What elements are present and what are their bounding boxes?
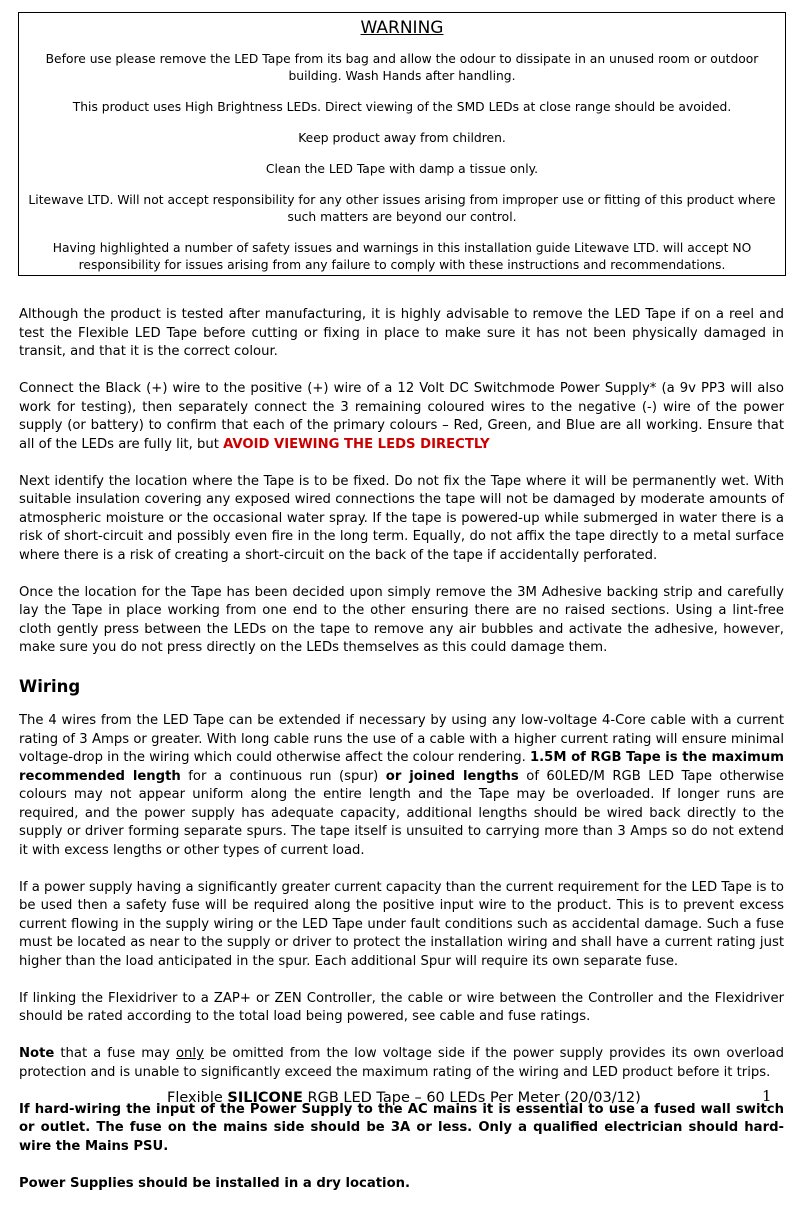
warning-line-brightness: This product uses High Brightness LEDs. Direct viewing of the SMD LEDs at close range should be avoided. (72, 100, 732, 114)
main-content (19, 306, 784, 1212)
wiring-text-c: of 60LED/M RGB LED Tape otherwise colours may not appear uniform along the entire length and the Tape may be overloaded. If longer runs are required, and the power supply has adequate capacity, additional lengths should be wired back directly to the supply or driver forming separate spurs. The tape itself is unsuited to carrying more than 3 Amps so do not extend it with excess lengths or other types of current load. (19, 768, 784, 858)
wiring-text-b: for a continuous run (spur) (188, 768, 379, 784)
max-length-notice: 1.5M of RGB Tape is the maximum recommended length (19, 750, 784, 784)
paragraph-mains-warning (19, 1101, 784, 1157)
mains-warning-text: If hard-wiring the input of the Power Supply to the AC mains it is essential to use a fused wall switch or outlet. The fuse on the mains side should be 3A or less. Only a qualified electrician should hard-wire the Mains PSU. (19, 1101, 784, 1154)
dry-location-text: Power Supplies should be installed in a dry location. (19, 1175, 411, 1191)
paragraph-dry-location (19, 1175, 784, 1194)
paragraph-wiring-extension (19, 712, 784, 860)
warning-line-disclaimer: Having highlighted a number of safety issues and warnings in this installation guide Litewave LTD. will accept NO responsibility for issues arising from any failure to comply with these instructions and recommendations. (52, 241, 752, 272)
wiring-text-a: The 4 wires from the LED Tape can be extended if necessary by using any low-voltage 4-Core cable with a current rating of 3 Amps or greater. With long cable runs the use of a cable with a higher current rating will ensure minimal voltage-drop in the wiring which could otherwise affect the colour rendering. (19, 713, 784, 765)
page-number: 1 (762, 1087, 772, 1105)
note-text-a: that a fuse may (60, 1046, 170, 1061)
paragraph-location: Next identify the location where the Tape is to be fixed. Do not fix the Tape where it will be permanently wet. With suitable insulation covering any exposed wired connections the tape will not be damaged by moderate amounts of atmospheric moisture or the occasional water spray. If the tape is powered-up while submerged in water there is a risk of short-circuit and possibly even fire in the long term. Equally, do not affix the tape directly to a metal surface where there is a risk of creating a short-circuit on the back of the tape if accidentally perforated. (19, 473, 784, 563)
footer-prefix: Flexible (167, 1090, 228, 1106)
warning-line-children: Keep product away from children. (298, 131, 506, 145)
paragraph-controller: If linking the Flexidriver to a ZAP+ or ZEN Controller, the cable or wire between the Controller and the Flexidriver should be rated according to the total load being powered, see cable and fuse ratings. (19, 990, 784, 1024)
warning-line-responsibility: Litewave LTD. Will not accept responsibility for any other issues arising from improper use or fitting of this product where such matters are beyond our control. (28, 193, 776, 224)
warning-line-odour: Before use please remove the LED Tape from its bag and allow the odour to dissipate in an unused room or outdoor building. Wash Hands after handling. (45, 52, 759, 83)
paragraph-testing: Although the product is tested after manufacturing, it is highly advisable to remove the LED Tape if on a reel and test the Flexible LED Tape before cutting or fixing in place to make sure it has not been physically damaged in transit, and that it is the correct colour. (19, 307, 784, 359)
footer-silicone: SILICONE (227, 1090, 303, 1106)
paragraph-adhesive: Once the location for the Tape has been decided upon simply remove the 3M Adhesive backing strip and carefully lay the Tape in place working from one end to the other ensuring there are no raised sections. Using a lint-free cloth gently press between the LEDs on the tape to remove any air bubbles and activate the adhesive, however, make sure you do not press directly on the LEDs themselves as this could damage them. (19, 584, 784, 655)
warning-line-cleaning: Clean the LED Tape with damp a tissue only. (265, 162, 539, 176)
footer-title (167, 1088, 641, 1108)
paragraph-fuse: If a power supply having a significantly greater current capacity than the current requirement for the LED Tape is to be used then a safety fuse will be required along the positive input wire to the product. This is to prevent excess current flowing in the supply wiring or the LED Tape under fault conditions such as accidental damage. Such a fuse must be located as near to the supply or driver to protect the installation wiring and shall have a current rating just higher than the load anticipated in the spur. Each additional Spur will require its own separate fuse. (19, 879, 784, 969)
note-text-b: be omitted from the low voltage side if the power supply provides its own overload protection and is unable to significantly exceed the maximum rating of the wiring and LED product before it trips. (19, 1046, 785, 1080)
joined-lengths-notice: or joined lengths (385, 768, 519, 784)
footer-suffix: RGB LED Tape – 60 LEDs Per Meter (20/03/12) (302, 1090, 641, 1106)
note-label: Note (19, 1046, 55, 1061)
warning-title: WARNING (360, 18, 444, 38)
warning-box (18, 12, 786, 276)
paragraph-connection (19, 380, 784, 454)
avoid-viewing-warning: AVOID VIEWING THE LEDS DIRECTLY (223, 436, 490, 452)
paragraph-note (19, 1045, 784, 1082)
connection-text: Connect the Black (+) wire to the positive (+) wire of a 12 Volt DC Switchmode Power Supply* (a 9v PP3 will also work for testing), then separately connect the 3 remaining coloured wires to the negative (-) wire of the power supply (or battery) to confirm that each of the primary colours – Red, Green, and Blue are all working. Ensure that all of the LEDs are fully lit, but (19, 381, 784, 452)
wiring-heading: Wiring (19, 677, 81, 696)
note-only: only (175, 1046, 204, 1061)
